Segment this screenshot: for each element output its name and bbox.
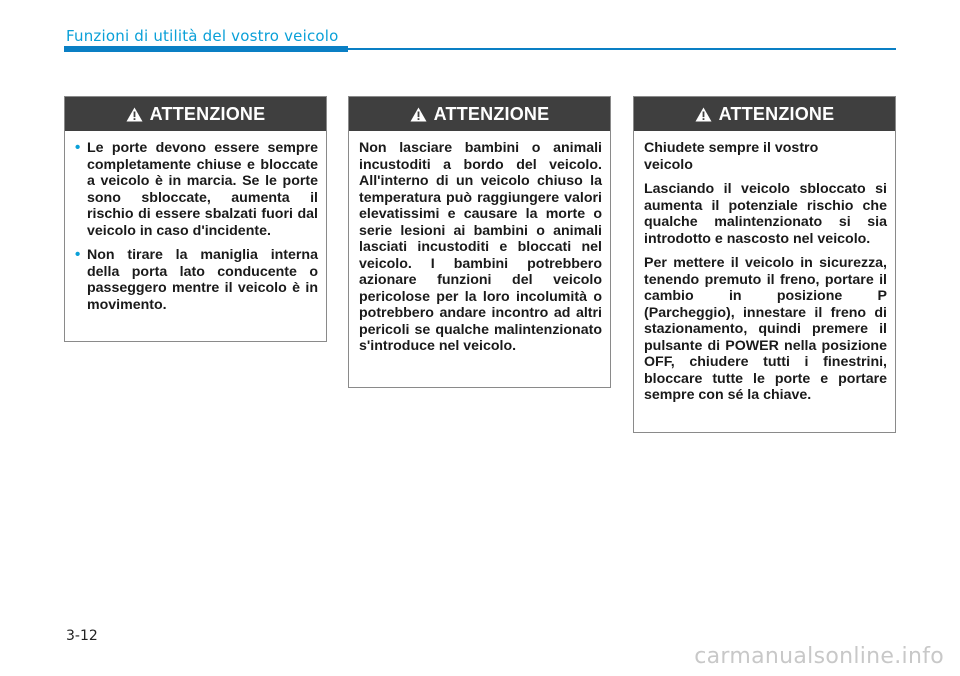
warning-header	[65, 97, 326, 131]
header-rule	[348, 48, 896, 50]
watermark: carmanualsonline.info	[694, 644, 944, 669]
bullet-text: Le porte devono essere sempre completamente chiuse e bloccate a veicolo è in marcia. Se le porte sono sbloccate, aumenta il rischio di essere sbalzati fuori dal veicolo in caso d'incidente.	[87, 140, 318, 239]
warning-box-lock-vehicle	[633, 96, 896, 433]
warning-text: Non lasciare bambini o animali incustoditi a bordo del veicolo. All'interno di un veicolo chiuso la temperatura può raggiungere valori elevatissimi e causare la morte o serie lesioni ai bambini o animali lasciati incustoditi e bloccati nel veicolo. I bambini potrebbero azionare funzioni del veicolo pericolose per la loro incolumità o potrebbero andare incontro ad altri pericoli se qualche malintenzionato s'introduce nel veicolo.	[359, 140, 602, 354]
list-item	[75, 247, 318, 313]
bullet-icon: •	[75, 139, 81, 156]
warning-triangle-icon	[126, 107, 143, 122]
page-number: 3-12	[66, 628, 98, 644]
warning-paragraph: Per mettere il veicolo in sicurezza, tenendo premuto il freno, portare il cambio in posizione P (Parcheggio), innestare il freno di stazionamento, quindi premere il pulsante di POWER nella posizione OFF, chiudere tutti i finestrini, bloccare tutte le porte e portare sempre con sé la chiave.	[644, 255, 887, 403]
warning-triangle-icon	[410, 107, 427, 122]
warning-header	[349, 97, 610, 131]
bullet-text: Non tirare la maniglia interna della porta lato conducente o passeggero mentre il veicolo è in movimento.	[87, 247, 318, 313]
header-bar	[64, 46, 348, 52]
warning-heading: ATTENZIONE	[433, 103, 550, 124]
list-item	[75, 140, 318, 239]
warning-heading: ATTENZIONE	[718, 103, 835, 124]
warning-box-children	[348, 96, 611, 388]
warning-box-doors	[64, 96, 327, 342]
warning-triangle-icon	[695, 107, 712, 122]
warning-paragraph: Lasciando il veicolo sbloccato si aumenta il potenziale rischio che qualche malintenzionato si sia introdotto e nascosto nel veicolo.	[644, 181, 887, 247]
warning-subtitle: Chiudete sempre il vostro veicolo	[644, 140, 819, 173]
header-title: Funzioni di utilità del vostro veicolo	[66, 27, 339, 45]
warning-heading: ATTENZIONE	[149, 103, 266, 124]
bullet-icon: •	[75, 246, 81, 263]
warning-header	[634, 97, 895, 131]
